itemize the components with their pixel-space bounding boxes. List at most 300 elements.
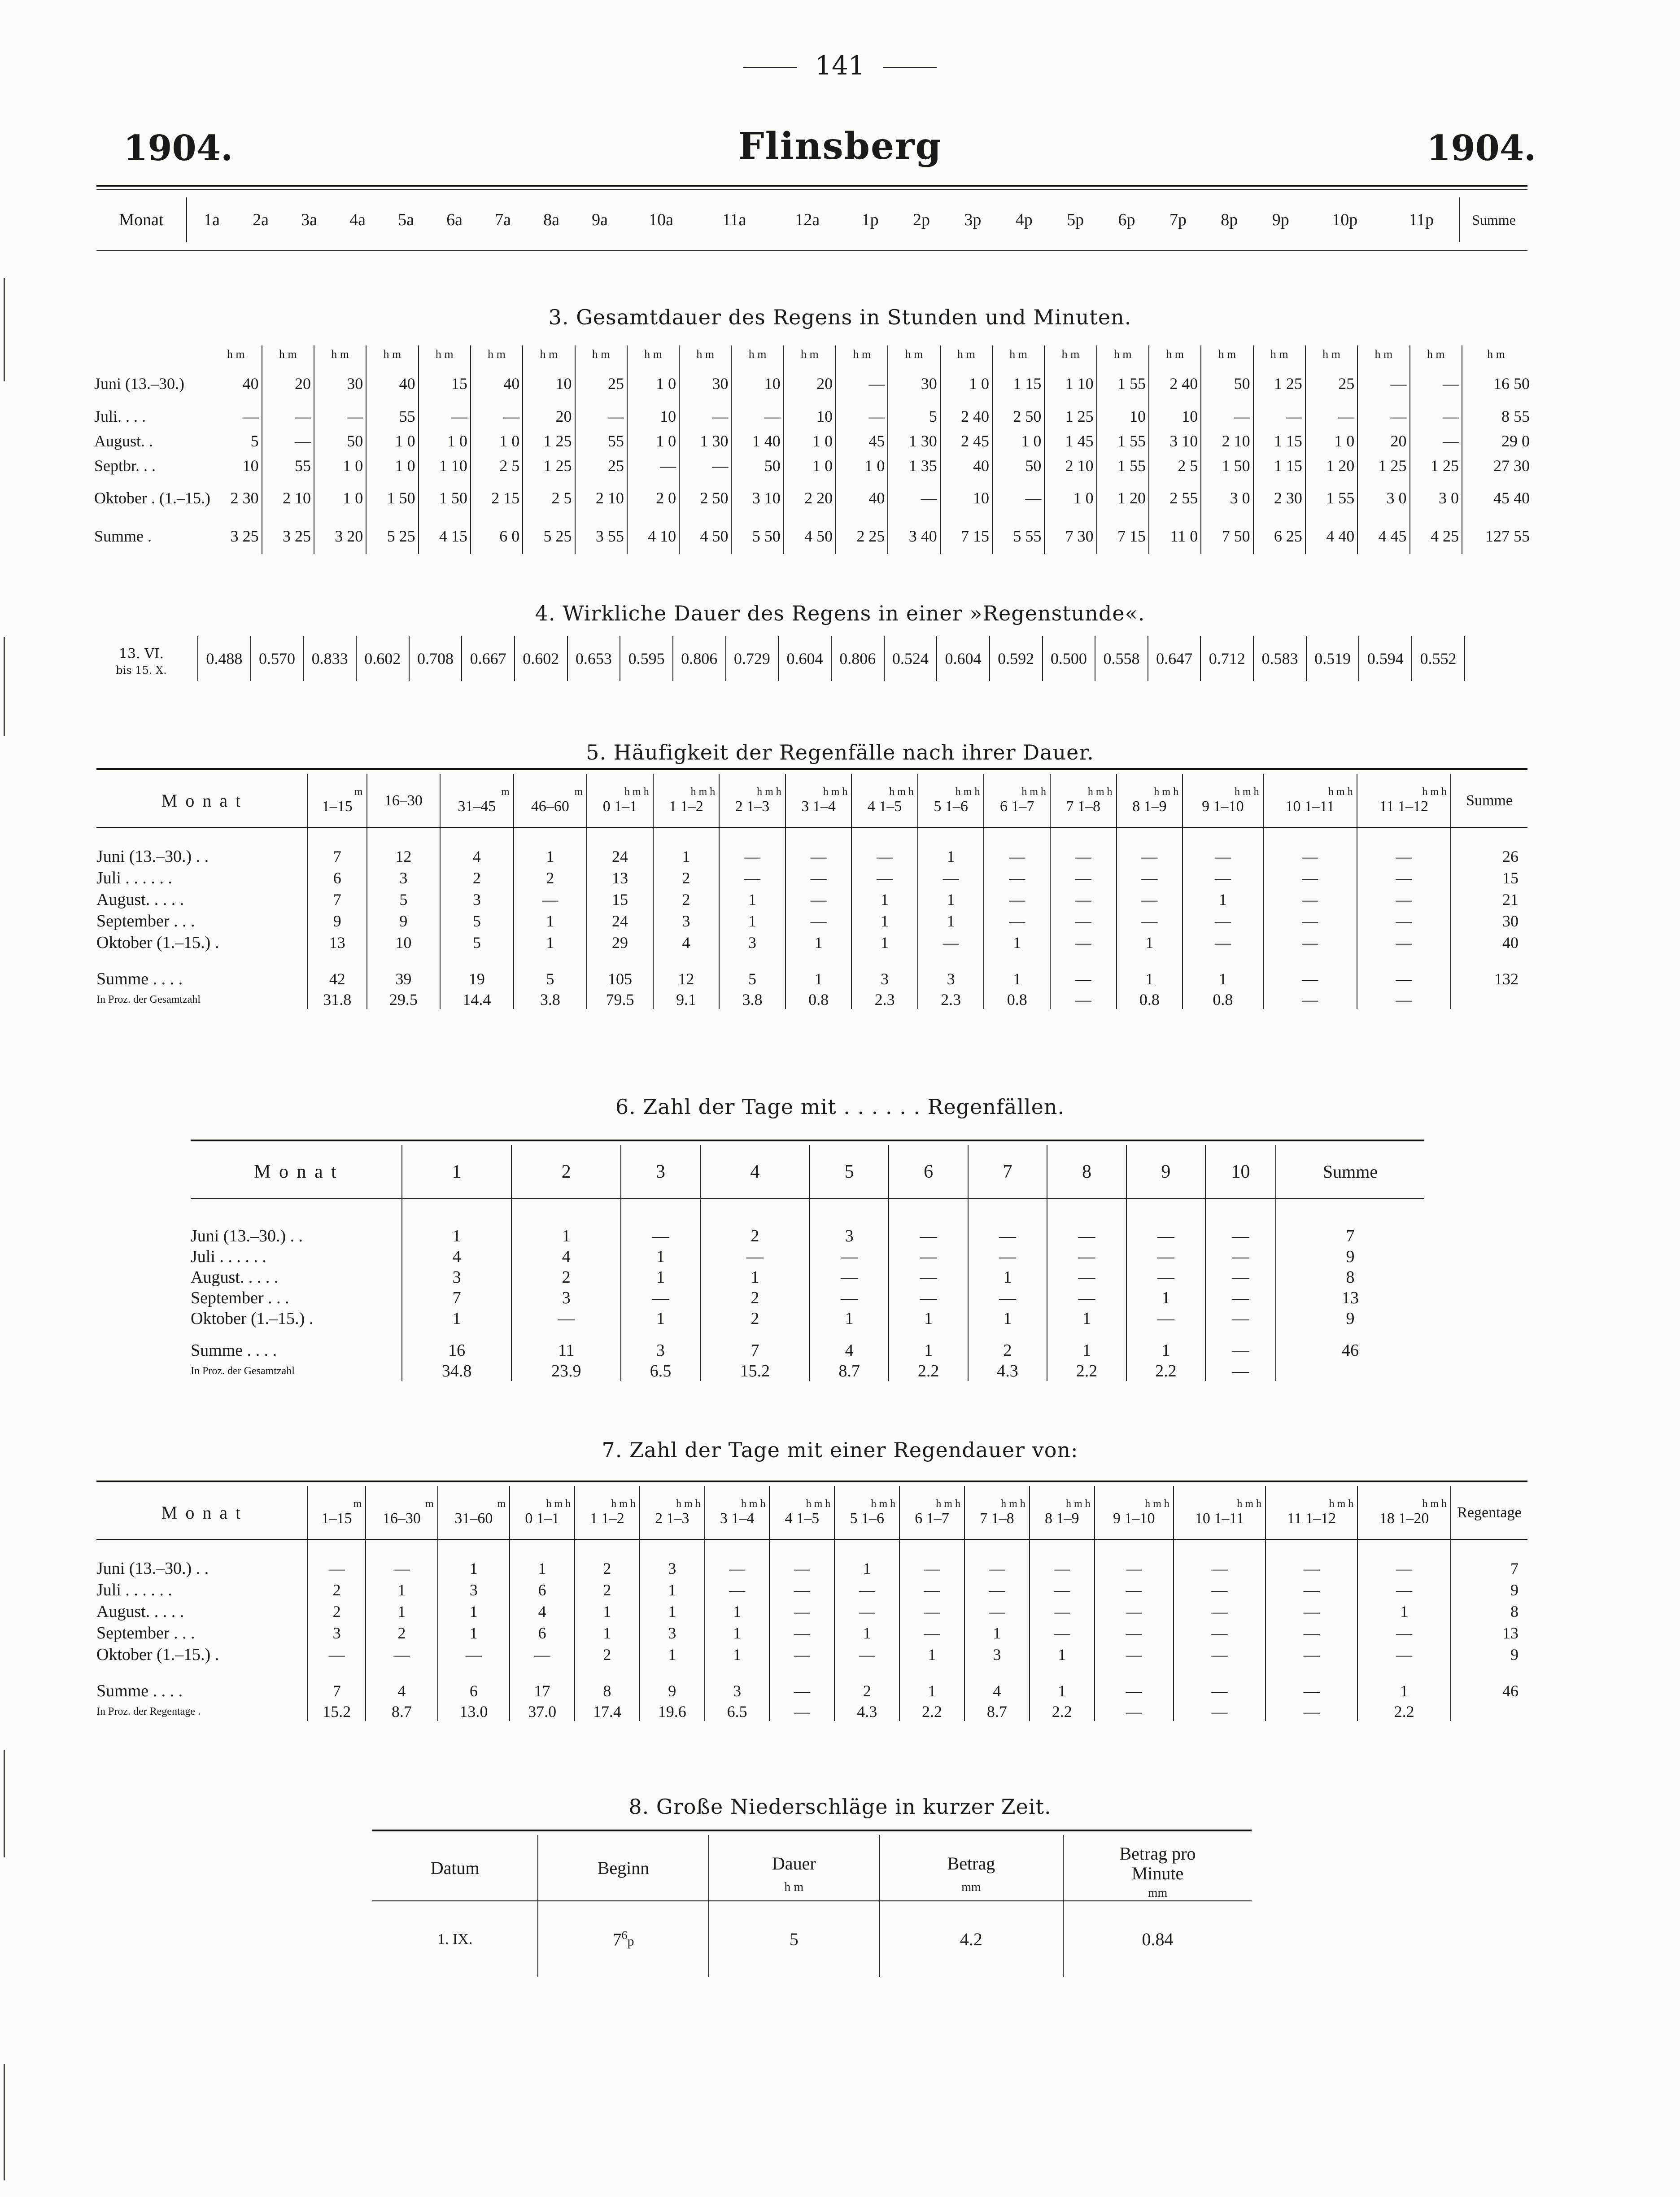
hour-col-header: 4p (1015, 210, 1033, 229)
s5-cell: 0.8 (984, 990, 1050, 1009)
s3-cell: 11 0 (1149, 518, 1201, 554)
s7-cell: 1 (366, 1601, 438, 1622)
s5-cell: 3 (851, 968, 918, 990)
s5-cell: 79.5 (587, 990, 653, 1009)
s6-cell: 3 (621, 1340, 700, 1361)
s3-unit: h m (1201, 345, 1253, 363)
s7-row-sum: 7 (1510, 1559, 1519, 1577)
s7-cell: 1 (1030, 1680, 1095, 1702)
s7-cell: 4 (510, 1601, 575, 1622)
s7-cell: 1 (705, 1622, 770, 1644)
hour-col-header: 1p (861, 210, 879, 229)
s5-range-header: h m h 11 1–12 (1357, 774, 1451, 828)
s3-cell: 1 0 (1305, 428, 1357, 453)
s7-range-header: h m h 10 1–11 (1174, 1486, 1265, 1540)
s4-cell: 0.604 (778, 636, 831, 681)
s6-count-header: 1 (402, 1145, 511, 1199)
s7-cell: 1 (1030, 1644, 1095, 1665)
top-rule-thin (96, 189, 1527, 190)
hour-col-header: 7p (1169, 210, 1187, 229)
s5-monat-header: M o n a t (96, 774, 308, 828)
scan-edge-mark (4, 2064, 5, 2180)
s6-cell: 2 (968, 1340, 1047, 1361)
s3-cell: 2 10 (575, 478, 627, 518)
s3-cell: 5 (888, 404, 940, 428)
s3-cell: 55 (262, 453, 314, 478)
s6-cell: — (1205, 1267, 1276, 1288)
s3-cell: 10 (1149, 404, 1201, 428)
s8-top-rule (372, 1830, 1252, 1831)
s7-cell: — (899, 1579, 964, 1601)
s7-cell: — (769, 1680, 834, 1702)
s5-cell: 19 (440, 968, 514, 990)
s6-cell: 3 (511, 1288, 621, 1308)
s6-cell: 6.5 (621, 1361, 700, 1381)
s5-cell: — (1357, 867, 1451, 889)
s3-unit: h m (1044, 345, 1096, 363)
s6-cell: 4 (511, 1246, 621, 1267)
s7-cell: — (899, 1601, 964, 1622)
s3-cell: 4 25 (1410, 518, 1462, 554)
s6-cell: — (1047, 1246, 1126, 1267)
s5-cell: 5 (440, 910, 514, 932)
s6-cell: 1 (968, 1308, 1047, 1329)
section-8-title: 8. Große Niederschläge in kurzer Zeit. (628, 1795, 1052, 1819)
s6-cell: 2.2 (1047, 1361, 1126, 1381)
s6-cell: 7 (402, 1288, 511, 1308)
year-left: 1904. (123, 128, 233, 169)
s6-cell: — (1205, 1288, 1276, 1308)
s4-cell: 0.806 (831, 636, 884, 681)
s5-cell: 7 (308, 846, 367, 867)
s5-cell: 12 (653, 968, 720, 990)
s7-cell: 2 (575, 1644, 640, 1665)
s3-cell: 3 20 (314, 518, 366, 554)
s6-cell: 1 (511, 1226, 621, 1246)
s5-cell: — (984, 867, 1050, 889)
s7-cell: 4 (964, 1680, 1030, 1702)
s7-top-rule (96, 1481, 1527, 1482)
s7-cell: 4.3 (834, 1702, 899, 1721)
s5-cell: 1 (514, 932, 587, 953)
s5-cell: 3 (440, 889, 514, 910)
s7-cell: 1 (438, 1558, 510, 1579)
s5-cell: — (1183, 932, 1263, 953)
s6-row-label: Juni (13.–30.) . . (191, 1226, 402, 1246)
s3-unit: h m (575, 345, 627, 363)
s5-cell: 31.8 (308, 990, 367, 1009)
s5-range-header: h m h 9 1–10 (1183, 774, 1263, 828)
s3-unit: h m (1410, 345, 1462, 363)
s3-cell: 1 25 (1410, 453, 1462, 478)
s7-cell: 1 (438, 1601, 510, 1622)
s5-range-header: h m h 10 1–11 (1263, 774, 1357, 828)
s3-cell: 1 55 (1097, 453, 1149, 478)
s4-cell: 0.519 (1306, 636, 1359, 681)
s6-cell: 1 (968, 1267, 1047, 1288)
s6-row-label: Oktober (1.–15.) . (191, 1308, 402, 1329)
scan-edge-mark (4, 637, 5, 736)
s5-cell: 14.4 (440, 990, 514, 1009)
s3-cell: 1 55 (1097, 428, 1149, 453)
s7-cell: 6.5 (705, 1702, 770, 1721)
hour-header-table (96, 197, 1527, 242)
s7-cell: 3 (964, 1644, 1030, 1665)
s7-cell: 1 (640, 1579, 705, 1601)
s7-row-label: Juni (13.–30.) . . (96, 1558, 308, 1579)
s7-cell: — (834, 1601, 899, 1622)
s5-cell: — (1050, 846, 1117, 867)
s3-cell: — (1357, 404, 1409, 428)
s6-cell: 16 (402, 1340, 511, 1361)
s5-cell: 4 (440, 846, 514, 867)
s7-range-header: h m h 8 1–9 (1030, 1486, 1095, 1540)
s3-cell: 50 (992, 453, 1044, 478)
s3-row-label: Juni (13.–30.) (94, 375, 184, 393)
s6-cell: 23.9 (511, 1361, 621, 1381)
s7-row-label: Juli . . . . . . (96, 1579, 308, 1601)
s6-cell: 3 (402, 1267, 511, 1288)
s5-row-label: In Proz. der Gesamtzahl (96, 990, 308, 1009)
s5-cell: 2 (514, 867, 587, 889)
s5-cell: 9 (308, 910, 367, 932)
s5-cell: — (1183, 910, 1263, 932)
s3-label-spacer (94, 345, 210, 363)
station-name: Flinsberg (738, 125, 942, 168)
s5-cell: — (1263, 910, 1357, 932)
s5-cell: 1 (719, 889, 785, 910)
s3-cell: — (1410, 363, 1462, 404)
s3-cell: 1 55 (1305, 478, 1357, 518)
s7-range-header: h m h 3 1–4 (705, 1486, 770, 1540)
s6-top-rule (191, 1140, 1424, 1141)
s3-cell: 1 30 (679, 428, 731, 453)
s4-cell: 0.500 (1043, 636, 1095, 681)
s5-cell: 1 (984, 968, 1050, 990)
s4-cell: 0.602 (356, 636, 409, 681)
s5-cell: — (851, 846, 918, 867)
s5-cell: — (1117, 867, 1183, 889)
s5-cell: — (1357, 889, 1451, 910)
s6-cell: 4 (402, 1246, 511, 1267)
s6-cell: — (968, 1288, 1047, 1308)
s8-betrag: 4.2 (879, 1901, 1063, 1977)
s3-cell: 10 (1097, 404, 1149, 428)
s5-cell: 1 (918, 910, 984, 932)
s6-row-sum: 9 (1346, 1309, 1355, 1328)
s8-dauer-unit: h m (784, 1880, 804, 1894)
s6-row-label: Juli . . . . . . (191, 1246, 402, 1267)
s3-cell: 5 25 (366, 518, 418, 554)
s3-cell: 10 (731, 363, 783, 404)
s3-cell: 1 0 (836, 453, 888, 478)
s5-cell: 1 (1117, 968, 1183, 990)
section-4-title: 4. Wirkliche Dauer des Regens in einer »Regenstunde«. (535, 601, 1145, 625)
s6-cell: 2.2 (1126, 1361, 1205, 1381)
s6-cell: — (1047, 1267, 1126, 1288)
s6-row-label: September . . . (191, 1288, 402, 1308)
s7-cell: — (510, 1644, 575, 1665)
s6-row-label: In Proz. der Gesamtzahl (191, 1361, 402, 1381)
s5-cell: 1 (1117, 932, 1183, 953)
s5-cell: 42 (308, 968, 367, 990)
s7-cell: — (705, 1558, 770, 1579)
s6-cell: — (621, 1226, 700, 1246)
s3-cell: 1 20 (1097, 478, 1149, 518)
s6-count-header: 3 (621, 1145, 700, 1199)
s5-cell: 2 (440, 867, 514, 889)
s3-cell: 10 (627, 404, 679, 428)
s3-unit: h m (1357, 345, 1409, 363)
s5-cell: 0.8 (1183, 990, 1263, 1009)
s6-cell: — (621, 1288, 700, 1308)
s7-cell: — (705, 1579, 770, 1601)
s3-cell: — (836, 404, 888, 428)
s6-cell: 4.3 (968, 1361, 1047, 1381)
year-right: 1904. (1427, 128, 1536, 169)
s5-cell: 9.1 (653, 990, 720, 1009)
s3-cell: — (1253, 404, 1305, 428)
s3-cell: 1 0 (940, 363, 992, 404)
s5-cell: — (984, 846, 1050, 867)
s7-range-header: h m h 0 1–1 (510, 1486, 575, 1540)
s5-cell: — (984, 889, 1050, 910)
s6-cell: — (511, 1308, 621, 1329)
s7-cell: — (366, 1558, 438, 1579)
s6-row-sum: 7 (1346, 1227, 1355, 1245)
s3-cell: 40 (471, 363, 523, 404)
s4-cell: 0.647 (1148, 636, 1201, 681)
s7-cell: 2 (308, 1601, 366, 1622)
s7-row-label: In Proz. der Regentage . (96, 1702, 308, 1721)
s3-cell: 40 (366, 363, 418, 404)
s6-cell: 1 (1126, 1340, 1205, 1361)
s6-cell: — (1126, 1226, 1205, 1246)
s3-cell: 3 10 (1149, 428, 1201, 453)
s5-cell: 1 (1183, 968, 1263, 990)
s5-row-sum: 40 (1502, 934, 1519, 952)
s7-cell: — (1265, 1622, 1357, 1644)
s3-cell: 4 50 (679, 518, 731, 554)
hour-col-header: 8p (1221, 210, 1238, 229)
s5-cell: 3.8 (514, 990, 587, 1009)
section-5-title: 5. Häufigkeit der Regenfälle nach ihrer Dauer. (586, 740, 1094, 764)
top-rule (96, 185, 1527, 187)
s5-cell: 1 (514, 846, 587, 867)
s7-cell: — (1095, 1680, 1174, 1702)
s3-cell: — (836, 363, 888, 404)
s6-count-header: 9 (1126, 1145, 1205, 1199)
s3-cell: 10 (523, 363, 575, 404)
s7-cell: 1 (640, 1644, 705, 1665)
s5-cell: 105 (587, 968, 653, 990)
s7-cell: — (1357, 1622, 1451, 1644)
s6-cell: — (1205, 1246, 1276, 1267)
s5-cell: 0.8 (785, 990, 852, 1009)
s7-cell: 37.0 (510, 1702, 575, 1721)
s6-cell: — (1205, 1361, 1276, 1381)
s7-cell: — (769, 1644, 834, 1665)
s5-cell: — (918, 932, 984, 953)
s5-summe-header: Summe (1466, 792, 1513, 809)
s7-cell: — (769, 1601, 834, 1622)
hour-col-header: 8a (543, 210, 559, 229)
s3-cell: 2 10 (1201, 428, 1253, 453)
s5-cell: — (514, 889, 587, 910)
s5-cell: — (1357, 990, 1451, 1009)
s7-cell: 1 (1357, 1680, 1451, 1702)
s7-range-header: m 16–30 (366, 1486, 438, 1540)
s3-cell: 1 10 (1044, 363, 1096, 404)
s3-cell: 1 0 (419, 428, 471, 453)
s3-cell: 2 30 (1253, 478, 1305, 518)
s7-cell: — (1030, 1622, 1095, 1644)
s7-cell: 6 (510, 1622, 575, 1644)
s7-row-label: Oktober (1.–15.) . (96, 1644, 308, 1665)
s5-range-header: h m h 5 1–6 (918, 774, 984, 828)
s5-cell: — (1263, 889, 1357, 910)
s6-cell: 11 (511, 1340, 621, 1361)
s6-cell: 1 (889, 1308, 968, 1329)
s3-cell: 50 (1201, 363, 1253, 404)
s5-cell: — (1357, 910, 1451, 932)
s6-cell: 1 (1047, 1308, 1126, 1329)
s7-cell: 1 (1357, 1601, 1451, 1622)
s5-cell: 2 (653, 889, 720, 910)
s5-cell: — (719, 846, 785, 867)
s7-cell: 2 (575, 1579, 640, 1601)
s5-cell: — (1050, 889, 1117, 910)
s5-range-header: m 31–45 (440, 774, 514, 828)
s7-cell: 9 (640, 1680, 705, 1702)
hour-col-header: 12a (795, 210, 820, 229)
s7-cell: — (1095, 1579, 1174, 1601)
hour-col-header: 6p (1118, 210, 1135, 229)
s5-row-sum: 15 (1502, 869, 1519, 887)
s3-cell: 2 50 (679, 478, 731, 518)
s3-cell: 2 45 (940, 428, 992, 453)
hour-col-header: 5a (398, 210, 414, 229)
s5-cell: 5 (719, 968, 785, 990)
s5-cell: — (785, 889, 852, 910)
s5-cell: 5 (367, 889, 441, 910)
s7-cell: — (964, 1601, 1030, 1622)
s6-cell: 1 (402, 1308, 511, 1329)
hour-col-header: 10p (1332, 210, 1358, 229)
s5-row-sum (1451, 990, 1527, 1009)
s5-cell: 3 (918, 968, 984, 990)
section-4-label (114, 646, 168, 678)
s7-range-header: m 31–60 (438, 1486, 510, 1540)
s3-cell: 3 0 (1357, 478, 1409, 518)
hour-col-header: 6a (446, 210, 463, 229)
s7-cell: 2 (834, 1680, 899, 1702)
s3-cell: 3 55 (575, 518, 627, 554)
s6-cell: — (810, 1267, 889, 1288)
s8-dauer: 5 (709, 1901, 879, 1977)
s6-cell: 2.2 (889, 1361, 968, 1381)
s5-cell: 2.3 (851, 990, 918, 1009)
s3-cell: 1 0 (1044, 478, 1096, 518)
s7-range-header: h m h 6 1–7 (899, 1486, 964, 1540)
s6-cell: — (1205, 1226, 1276, 1246)
s6-cell: — (1205, 1340, 1276, 1361)
s3-cell: — (262, 428, 314, 453)
s3-cell: 1 0 (784, 453, 836, 478)
s7-cell: — (1095, 1702, 1174, 1721)
hour-col-header: 5p (1067, 210, 1084, 229)
s3-cell: 1 45 (1044, 428, 1096, 453)
s3-cell: — (1305, 404, 1357, 428)
s5-cell: — (1050, 867, 1117, 889)
s3-cell: — (888, 478, 940, 518)
hour-col-header: 2a (253, 210, 269, 229)
s6-count-header: 8 (1047, 1145, 1126, 1199)
s3-cell: 4 15 (419, 518, 471, 554)
s3-cell: — (1357, 363, 1409, 404)
s7-cell: — (1095, 1622, 1174, 1644)
s7-cell: — (1095, 1601, 1174, 1622)
s6-cell: 1 (621, 1308, 700, 1329)
s7-row-label: Summe . . . . (96, 1680, 308, 1702)
s7-range-header: h m h 11 1–12 (1265, 1486, 1357, 1540)
s5-cell: 1 (851, 910, 918, 932)
s3-cell: — (314, 404, 366, 428)
s7-cell: 13.0 (438, 1702, 510, 1721)
s5-cell: 2.3 (918, 990, 984, 1009)
s7-row-sum: 13 (1502, 1624, 1519, 1642)
s5-cell: 1 (719, 910, 785, 932)
s4-cell: 0.712 (1200, 636, 1253, 681)
s3-unit: h m (262, 345, 314, 363)
s3-unit: h m (731, 345, 783, 363)
s3-cell: 30 (679, 363, 731, 404)
s4-cell: 0.552 (1412, 636, 1465, 681)
s3-cell: 50 (731, 453, 783, 478)
s6-cell: 1 (810, 1308, 889, 1329)
s3-cell: 2 40 (940, 404, 992, 428)
s6-cell: — (968, 1226, 1047, 1246)
s8-betrag-header: Betrag (947, 1853, 995, 1874)
s7-cell: 19.6 (640, 1702, 705, 1721)
s5-cell: 3 (367, 867, 441, 889)
s5-cell: 0.8 (1117, 990, 1183, 1009)
s3-unit: h m (1253, 345, 1305, 363)
s3-cell: — (679, 453, 731, 478)
s8-beginn: $7^6p$ (538, 1901, 708, 1977)
s6-count-header: 10 (1205, 1145, 1276, 1199)
s3-cell: 7 15 (1097, 518, 1149, 554)
s3-cell: 3 40 (888, 518, 940, 554)
s3-unit: h m (210, 345, 262, 363)
s5-cell: 13 (587, 867, 653, 889)
s7-cell: — (308, 1558, 366, 1579)
hour-col-header: 2p (912, 210, 930, 229)
s5-range-header: 16–30 (367, 774, 441, 828)
s7-cell: — (964, 1579, 1030, 1601)
s4-cell: 0.583 (1253, 636, 1306, 681)
s6-cell: 2 (511, 1267, 621, 1288)
s6-cell: 15.2 (700, 1361, 810, 1381)
s3-cell: — (419, 404, 471, 428)
s7-cell: — (1095, 1644, 1174, 1665)
s3-row-sum: 8 55 (1501, 407, 1530, 425)
hour-col-header: 11p (1409, 210, 1434, 229)
s3-cell: 1 25 (1357, 453, 1409, 478)
s7-cell: 1 (834, 1558, 899, 1579)
s3-cell: 1 0 (314, 478, 366, 518)
s6-cell: 1 (700, 1267, 810, 1288)
